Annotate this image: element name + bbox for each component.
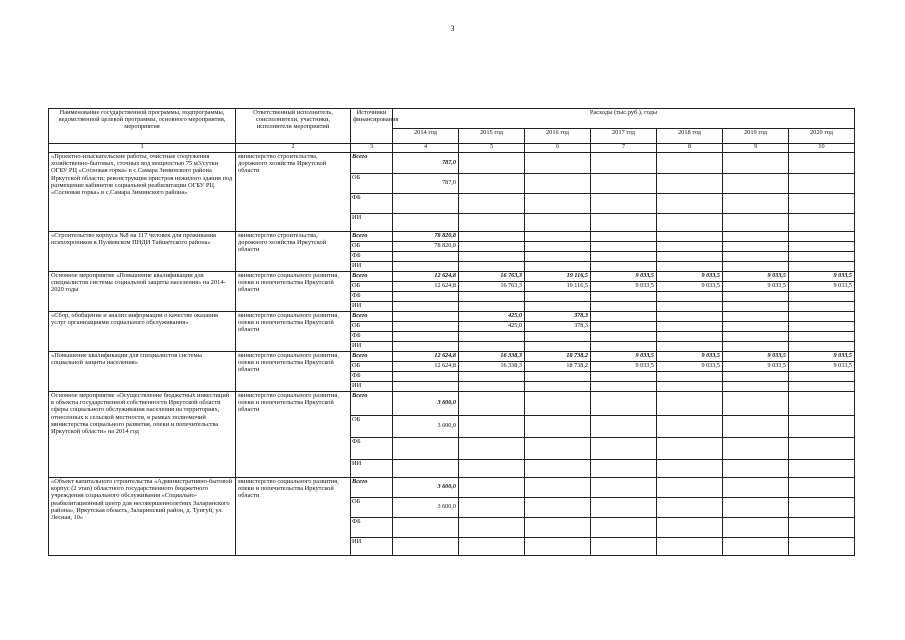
expense-value: 425,0 [459, 322, 525, 332]
funding-source: ОБ [351, 282, 393, 292]
expense-value [657, 392, 723, 416]
expense-value [525, 194, 591, 214]
funding-source: ОБ [351, 174, 393, 194]
program-row [49, 478, 855, 498]
expense-value: 3 600,0 [393, 392, 459, 416]
expense-value: 9 033,5 [657, 282, 723, 292]
expense-value [525, 214, 591, 232]
expense-value [459, 372, 525, 382]
expense-value: 3 600,0 [393, 478, 459, 498]
program-name: «Проектно-изыскательские работы, очистные сооружения хозяйственно-бытовых, сточных вод мощностью 75 м3/сутки ОГБУ РЦ «Сосновая горка» в с.Самара Зиминского района Иркутской области; реконструкция пристроя нежилого здания под размещение кабинетов социальной реабилитации ОГБУ РЦ «Сосновая горка» в с.Самара Зиминского района» [49, 153, 236, 232]
expense-value [525, 302, 591, 312]
expense-value [459, 153, 525, 174]
expense-value [789, 322, 855, 332]
program-row [49, 312, 855, 322]
expense-value: 378,3 [525, 322, 591, 332]
expense-value [525, 416, 591, 438]
expense-value [723, 332, 789, 342]
expense-value [657, 518, 723, 538]
funding-source: Всего [351, 232, 393, 242]
expense-value: 9 033,5 [789, 272, 855, 282]
column-number: 2 [236, 144, 351, 153]
expense-value [657, 232, 723, 242]
expense-value [459, 392, 525, 416]
program-executor: министерство социального развития, опеки и попечительства Иркутской области [236, 352, 351, 392]
expense-value [789, 332, 855, 342]
expense-value: 12 624,8 [393, 362, 459, 372]
expense-value: 9 033,5 [657, 362, 723, 372]
expense-value [657, 262, 723, 272]
column-number: 7 [591, 144, 657, 153]
column-number: 5 [459, 144, 525, 153]
column-number: 10 [789, 144, 855, 153]
expense-value [657, 153, 723, 174]
expense-value: 9 033,5 [723, 282, 789, 292]
funding-source: ФБ [351, 518, 393, 538]
expense-value [591, 242, 657, 252]
expense-value [525, 392, 591, 416]
expense-value [591, 252, 657, 262]
expense-value: 78 820,8 [393, 242, 459, 252]
expense-value [657, 372, 723, 382]
expense-value [459, 538, 525, 556]
expense-value [789, 214, 855, 232]
header-year: 2019 год [723, 128, 789, 143]
expense-value [525, 174, 591, 194]
funding-source: ОБ [351, 242, 393, 252]
expense-value [459, 252, 525, 262]
funding-source: Всего [351, 272, 393, 282]
program-executor: министерство строительства, дорожного хозяйства Иркутской области [236, 232, 351, 272]
column-number: 1 [49, 144, 236, 153]
funding-source: ОБ [351, 362, 393, 372]
expense-value [789, 252, 855, 262]
expense-value [525, 460, 591, 478]
program-name: Основное мероприятие «Осуществление бюджетных инвестиций в объекты государственной собственности Иркутской области сферы социального обслуживания населения на территориях, отнесенных к сельской местности, в рамках полномочий министерства социального развития, опеки и попечительства Иркутской области» на 2014 год [49, 392, 236, 478]
expense-value [525, 242, 591, 252]
expense-value [789, 518, 855, 538]
expense-value [393, 292, 459, 302]
expense-value [723, 174, 789, 194]
expense-value [723, 242, 789, 252]
header-year: 2014 год [393, 128, 459, 143]
expense-value [591, 416, 657, 438]
expense-value: 12 624,8 [393, 352, 459, 362]
expense-value [393, 262, 459, 272]
program-name: «Сбор, обобщение и анализ информации о качестве оказания услуг организациями социального обслуживания» [49, 312, 236, 352]
expense-value: 9 033,5 [789, 282, 855, 292]
expense-value: 16 338,3 [459, 352, 525, 362]
program-row [49, 352, 855, 362]
expense-value [789, 382, 855, 392]
expense-value [525, 232, 591, 242]
expense-value [591, 460, 657, 478]
funding-source: ИИ [351, 382, 393, 392]
expense-value [591, 262, 657, 272]
expense-value [393, 372, 459, 382]
expense-value: 12 624,8 [393, 272, 459, 282]
expense-value [393, 302, 459, 312]
expense-value: 9 033,5 [789, 362, 855, 372]
expense-value: 16 763,3 [459, 272, 525, 282]
expense-value [657, 302, 723, 312]
expense-value [789, 498, 855, 518]
expense-value [459, 302, 525, 312]
expense-value [525, 292, 591, 302]
expense-value [657, 332, 723, 342]
expense-value [591, 478, 657, 498]
expense-value [723, 438, 789, 460]
expense-value [789, 232, 855, 242]
expense-value [657, 382, 723, 392]
program-name: «Повышение квалификации для специалистов системы социальной защиты населения» [49, 352, 236, 392]
expense-value [723, 322, 789, 332]
expense-value [459, 460, 525, 478]
column-number: 9 [723, 144, 789, 153]
header-year: 2017 год [591, 128, 657, 143]
header-row [49, 109, 855, 129]
expense-value [525, 332, 591, 342]
expense-value: 3 600,0 [393, 498, 459, 518]
expense-value [591, 438, 657, 460]
expense-value: 3 600,0 [393, 416, 459, 438]
funding-source: Всего [351, 153, 393, 174]
expense-value: 19 116,5 [525, 282, 591, 292]
header-source: Источники финансирования [351, 109, 393, 144]
funding-source: ОБ [351, 322, 393, 332]
header-year: 2015 год [459, 128, 525, 143]
column-number: 3 [351, 144, 393, 153]
expense-value [657, 438, 723, 460]
expense-value [393, 382, 459, 392]
expense-value [459, 518, 525, 538]
expense-value: 16 763,3 [459, 282, 525, 292]
expense-value [789, 538, 855, 556]
expense-value [657, 498, 723, 518]
expense-value [525, 252, 591, 262]
expense-value [459, 262, 525, 272]
expense-value [789, 416, 855, 438]
program-row [49, 392, 855, 416]
header-expenses: Расходы (тыс.руб.), годы [393, 109, 855, 129]
page-number: 3 [450, 24, 455, 33]
column-number: 8 [657, 144, 723, 153]
expense-value: 9 033,5 [591, 352, 657, 362]
expense-value [459, 292, 525, 302]
expense-value: 9 033,5 [657, 352, 723, 362]
expense-value: 78 820,8 [393, 232, 459, 242]
expense-value: 19 116,5 [525, 272, 591, 282]
funding-source: ФБ [351, 194, 393, 214]
expense-value [591, 382, 657, 392]
expense-value [591, 372, 657, 382]
expense-value [591, 518, 657, 538]
expense-value [459, 416, 525, 438]
expense-value: 9 033,5 [657, 272, 723, 282]
expense-value [789, 342, 855, 352]
program-name: Основное мероприятие «Повышение квалификации для специалистов системы социальной защиты населения» на 2014-2020 годы [49, 272, 236, 312]
expense-value [393, 194, 459, 214]
program-row [49, 232, 855, 242]
column-number: 4 [393, 144, 459, 153]
expense-value [723, 312, 789, 322]
expense-value [723, 194, 789, 214]
expense-value [591, 194, 657, 214]
column-number-row [49, 144, 855, 153]
expense-value [393, 518, 459, 538]
expense-value: 787,0 [393, 153, 459, 174]
expense-value [525, 518, 591, 538]
expense-value [591, 292, 657, 302]
expense-value [591, 232, 657, 242]
program-executor: министерство социального развития, опеки и попечительства Иркутской области [236, 478, 351, 556]
expense-value [789, 460, 855, 478]
expense-value [723, 460, 789, 478]
funding-source: ФБ [351, 438, 393, 460]
expense-value [723, 302, 789, 312]
expense-value [591, 498, 657, 518]
expense-value [723, 392, 789, 416]
expense-value [591, 332, 657, 342]
funding-source: ФБ [351, 372, 393, 382]
expense-value: 9 033,5 [591, 272, 657, 282]
expense-value [723, 153, 789, 174]
expense-value [723, 252, 789, 262]
expense-value [723, 214, 789, 232]
expense-value [789, 478, 855, 498]
expense-value [393, 438, 459, 460]
expense-value [525, 382, 591, 392]
expense-value [393, 322, 459, 332]
expenses-table [48, 108, 855, 556]
expense-value [789, 153, 855, 174]
expense-value [525, 262, 591, 272]
expense-value [657, 252, 723, 262]
expense-value [657, 538, 723, 556]
expense-value [789, 174, 855, 194]
expense-value: 787,0 [393, 174, 459, 194]
expense-value [723, 262, 789, 272]
expense-value [657, 174, 723, 194]
expense-value [723, 232, 789, 242]
expense-value [789, 302, 855, 312]
column-number: 6 [525, 144, 591, 153]
expense-value [525, 478, 591, 498]
expense-value [525, 342, 591, 352]
expense-value [723, 518, 789, 538]
expense-value: 425,0 [459, 312, 525, 322]
expense-value [393, 214, 459, 232]
funding-source: ФБ [351, 332, 393, 342]
expense-value [591, 214, 657, 232]
expense-value [525, 372, 591, 382]
expense-value [657, 194, 723, 214]
expense-value [459, 194, 525, 214]
expense-value [657, 214, 723, 232]
expense-value [723, 342, 789, 352]
expense-value [723, 416, 789, 438]
program-name: «Объект капитального строительства «Административно-бытовой корпус (2 этап) областного государственного бюджетного учреждения социального обслуживания «Социально-реабилитационный центр для несовершеннолетних Заларинского района», Иркутская область, Заларинский район, д. Тунгуй, ул. Лесная, 10» [49, 478, 236, 556]
expense-value [723, 498, 789, 518]
header-name: Наименование государственной программы, подпрограммы, ведомственной целевой программы, основного мероприятия, мероприятия [49, 109, 236, 144]
expense-value: 378,3 [525, 312, 591, 322]
funding-source: ИИ [351, 538, 393, 556]
expense-value [459, 232, 525, 242]
expense-value [789, 292, 855, 302]
expense-value [393, 342, 459, 352]
header-year: 2020 год [789, 128, 855, 143]
expense-value [591, 322, 657, 332]
expense-value: 16 338,3 [459, 362, 525, 372]
expense-value [525, 538, 591, 556]
expense-value: 18 738,2 [525, 352, 591, 362]
expense-value [459, 214, 525, 232]
expense-value: 9 033,5 [789, 352, 855, 362]
expense-value [591, 153, 657, 174]
expense-value [657, 478, 723, 498]
funding-source: ИИ [351, 214, 393, 232]
expense-value [789, 372, 855, 382]
expense-value: 9 033,5 [723, 272, 789, 282]
expense-value [789, 194, 855, 214]
expense-value [723, 478, 789, 498]
funding-source: ИИ [351, 342, 393, 352]
program-name: «Строительство корпуса №8 на 117 человек для проживания психохроников в Пуляевском ПНДИ Тайшетского района» [49, 232, 236, 272]
expense-value [657, 312, 723, 322]
expense-value [591, 342, 657, 352]
expense-value [459, 342, 525, 352]
expense-value [591, 312, 657, 322]
expense-value: 9 033,5 [723, 352, 789, 362]
program-executor: министерство социального развития, опеки и попечительства Иркутской области [236, 312, 351, 352]
funding-source: ИИ [351, 262, 393, 272]
header-year: 2016 год [525, 128, 591, 143]
expense-value [591, 392, 657, 416]
expense-value: 9 033,5 [723, 362, 789, 372]
funding-source: Всего [351, 312, 393, 322]
expense-value [789, 242, 855, 252]
funding-source: Всего [351, 478, 393, 498]
expense-value [723, 292, 789, 302]
program-executor: министерство строительства, дорожного хозяйства Иркутской области [236, 153, 351, 232]
expense-value [525, 498, 591, 518]
program-executor: министерство социального развития, опеки и попечительства Иркутской области [236, 392, 351, 478]
expense-value [723, 382, 789, 392]
expense-value [393, 460, 459, 478]
funding-source: Всего [351, 352, 393, 362]
expense-value [393, 332, 459, 342]
expense-value [723, 372, 789, 382]
header-year: 2018 год [657, 128, 723, 143]
program-executor: министерство социального развития, опеки и попечительства Иркутской области [236, 272, 351, 312]
expense-value [789, 262, 855, 272]
expense-value [657, 460, 723, 478]
expense-value [459, 478, 525, 498]
expense-value [459, 438, 525, 460]
expense-value: 9 033,5 [591, 362, 657, 372]
funding-source: ОБ [351, 416, 393, 438]
funding-source: ИИ [351, 302, 393, 312]
expense-value [657, 322, 723, 332]
expense-value [591, 174, 657, 194]
program-row [49, 272, 855, 282]
funding-source: Всего [351, 392, 393, 416]
expense-value [459, 382, 525, 392]
expense-value [657, 292, 723, 302]
expense-value [459, 242, 525, 252]
expense-value [657, 342, 723, 352]
expense-value [591, 538, 657, 556]
expense-value: 18 738,2 [525, 362, 591, 372]
expense-value [789, 392, 855, 416]
expense-value [591, 302, 657, 312]
expense-value [525, 438, 591, 460]
expense-value [393, 252, 459, 262]
funding-source: ОБ [351, 498, 393, 518]
expense-value [459, 498, 525, 518]
funding-source: ИИ [351, 460, 393, 478]
program-row [49, 153, 855, 174]
expense-value [393, 538, 459, 556]
expense-value [789, 312, 855, 322]
expense-value: 9 033,5 [591, 282, 657, 292]
expense-value [657, 416, 723, 438]
funding-source: ФБ [351, 252, 393, 262]
expense-value [459, 332, 525, 342]
header-executor: Ответственный исполнитель, соисполнители, участники, исполнители мероприятий [236, 109, 351, 144]
expense-value [723, 538, 789, 556]
expense-value [393, 312, 459, 322]
expense-value [459, 174, 525, 194]
funding-source: ФБ [351, 292, 393, 302]
expense-value: 12 624,8 [393, 282, 459, 292]
expense-value [525, 153, 591, 174]
expense-value [657, 242, 723, 252]
expense-value [789, 438, 855, 460]
